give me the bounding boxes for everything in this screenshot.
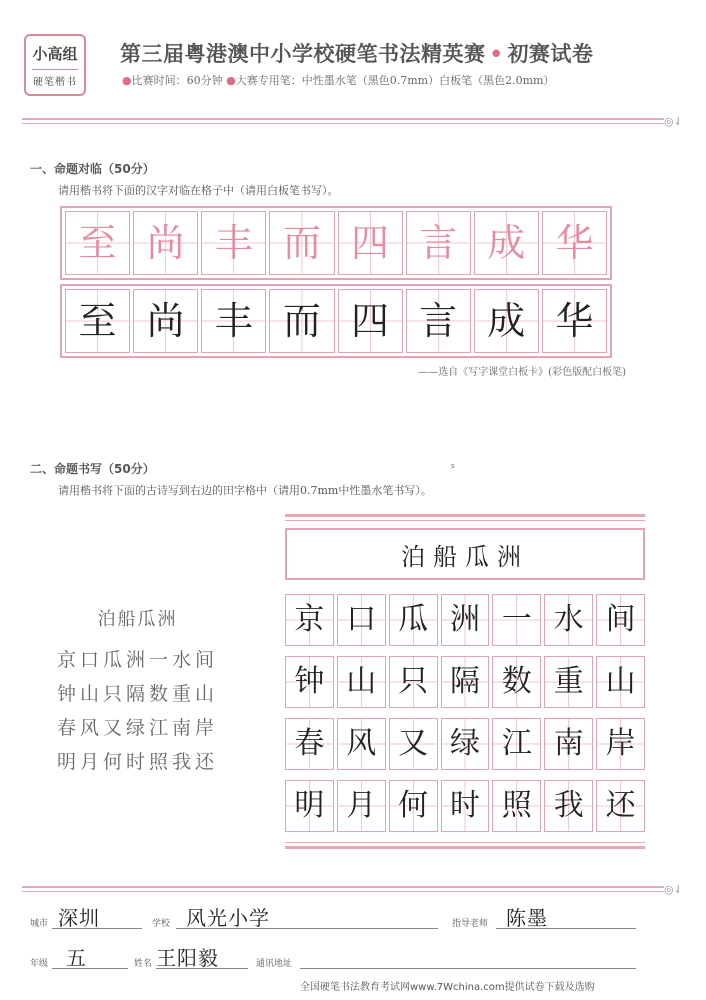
tianzige-cell <box>441 718 490 770</box>
school-label: 学校 <box>152 919 171 929</box>
tianzige-cell <box>65 211 130 275</box>
character: 口 <box>346 602 377 637</box>
practice-character-frame <box>60 284 612 358</box>
practice-character-row <box>65 289 607 353</box>
tianzige-cell <box>596 594 645 646</box>
character: 钟 <box>294 664 325 699</box>
poem-line: 春风又绿江南岸 <box>56 717 218 739</box>
character: 水 <box>553 602 584 637</box>
character: 月 <box>346 788 377 823</box>
title-main: 第三届粤港澳中小学校硬笔书法精英赛 <box>120 42 486 66</box>
group-name: 小高组 <box>32 45 78 63</box>
tianzige-cell <box>474 289 539 353</box>
character: 至 <box>78 299 117 343</box>
tianzige-cell <box>133 211 198 275</box>
character: 数 <box>501 664 532 699</box>
poem-line: 明月何时照我还 <box>56 751 218 773</box>
name-value: 王阳毅 <box>156 946 219 970</box>
tianzige-cell <box>337 594 386 646</box>
character: 丰 <box>214 221 253 265</box>
source-credit: ——选自《写字课堂白板卡》(彩色版配白板笔) <box>418 367 626 378</box>
section2-title: 二、命题书写（50分） <box>30 462 155 476</box>
tianzige-cell <box>285 718 334 770</box>
poem-line: 钟山只隔数重山 <box>56 683 218 705</box>
tianzige-cell <box>492 780 541 832</box>
tianzige-cell <box>441 594 490 646</box>
character: 明 <box>294 788 325 823</box>
header-rule <box>22 118 664 124</box>
sheet-bottom-rule <box>285 842 645 849</box>
subtitle <box>122 72 554 88</box>
tianzige-cell <box>389 656 438 708</box>
name-label: 姓名 <box>134 959 153 969</box>
address-field-line <box>300 968 636 969</box>
tianzige-cell <box>201 211 266 275</box>
address-label: 通讯地址 <box>256 959 293 969</box>
teacher-label: 指导老师 <box>452 919 489 929</box>
tianzige-cell <box>544 718 593 770</box>
school-value: 风光小学 <box>186 906 270 930</box>
tianzige-cell <box>133 289 198 353</box>
city-value: 深圳 <box>58 906 100 930</box>
character: 四 <box>351 299 390 343</box>
character: 何 <box>398 788 429 823</box>
character: 山 <box>605 664 636 699</box>
character: 江 <box>501 726 532 761</box>
character: 隔 <box>450 664 480 699</box>
tianzige-cell <box>338 211 403 275</box>
section1-title: 一、命题对临（50分） <box>30 162 155 176</box>
tianzige-cell <box>285 656 334 708</box>
tianzige-cell <box>389 718 438 770</box>
model-character-frame <box>60 206 612 280</box>
tianzige-cell <box>389 780 438 832</box>
writing-grid-row <box>285 656 645 708</box>
subtitle-pens: 大赛专用笔：中性墨水笔（黑色0.7mm）白板笔（黑色2.0mm） <box>235 74 555 87</box>
city-label: 城市 <box>30 919 49 929</box>
writing-grid-row <box>285 780 645 832</box>
tianzige-cell <box>544 656 593 708</box>
model-character-row <box>65 211 607 275</box>
character: 四 <box>351 221 390 265</box>
sheet-title-box <box>285 528 645 580</box>
character: 山 <box>346 664 377 699</box>
poem-title: 泊船瓜洲 <box>97 609 178 630</box>
group-category: 硬笔楷书 <box>33 77 77 88</box>
tianzige-cell <box>201 289 266 353</box>
character: 南 <box>553 726 584 761</box>
tianzige-cell <box>406 211 471 275</box>
footer-rule <box>22 886 664 892</box>
stray-mark: s <box>451 462 455 470</box>
character: 只 <box>398 664 429 699</box>
grade-field-line <box>52 968 128 969</box>
grade-value: 五 <box>66 946 87 970</box>
tianzige-cell <box>285 780 334 832</box>
rule-end-icon: ◎⇃ <box>664 115 683 128</box>
writing-grid-row <box>285 594 645 646</box>
character: 时 <box>450 788 480 823</box>
page-title <box>120 38 680 68</box>
character: 华 <box>555 299 594 343</box>
character: 春 <box>294 726 325 761</box>
tianzige-cell <box>338 289 403 353</box>
title-suffix: 初赛试卷 <box>507 42 594 66</box>
bullet-dot-icon: ● <box>226 74 236 87</box>
subtitle-time: 比赛时间：60分钟 <box>131 74 223 87</box>
character: 洲 <box>450 602 480 637</box>
character: 还 <box>605 788 636 823</box>
tianzige-cell <box>542 211 607 275</box>
tianzige-cell <box>269 289 334 353</box>
character: 照 <box>501 788 532 823</box>
tianzige-cell <box>337 656 386 708</box>
group-badge <box>24 34 86 96</box>
character: 而 <box>282 221 321 265</box>
character: 华 <box>555 221 594 265</box>
grade-label: 年级 <box>30 959 49 969</box>
character: 京 <box>294 602 325 637</box>
tianzige-cell <box>285 594 334 646</box>
tianzige-cell <box>269 211 334 275</box>
sheet-title: 泊船瓜洲 <box>401 542 529 571</box>
tianzige-cell <box>406 289 471 353</box>
tianzige-cell <box>389 594 438 646</box>
section2-instruction: 请用楷书将下面的古诗写到右边的田字格中（请用0.7mm中性墨水笔书写）。 <box>58 484 432 497</box>
character: 丰 <box>214 299 253 343</box>
tianzige-cell <box>492 718 541 770</box>
character: 我 <box>553 788 584 823</box>
poem-line: 京口瓜洲一水间 <box>56 649 218 671</box>
tianzige-cell <box>474 211 539 275</box>
tianzige-cell <box>337 780 386 832</box>
character: 而 <box>282 299 321 343</box>
tianzige-cell <box>542 289 607 353</box>
tianzige-cell <box>544 594 593 646</box>
character: 至 <box>78 221 117 265</box>
character: 间 <box>605 602 636 637</box>
bullet-dot-icon: ● <box>122 74 132 87</box>
character: 成 <box>487 299 526 343</box>
poem-reference <box>30 605 245 779</box>
tianzige-cell <box>65 289 130 353</box>
title-dot: • <box>489 42 504 66</box>
tianzige-cell <box>441 656 490 708</box>
writing-grid-row <box>285 718 645 770</box>
tianzige-cell <box>492 656 541 708</box>
character: 尚 <box>146 299 185 343</box>
character: 瓜 <box>398 602 429 637</box>
character: 重 <box>553 664 584 699</box>
character: 岸 <box>605 726 636 761</box>
character: 言 <box>419 299 458 343</box>
character: 风 <box>346 726 377 761</box>
character: 言 <box>419 221 458 265</box>
tianzige-cell <box>596 780 645 832</box>
character: 一 <box>501 602 532 637</box>
character: 又 <box>398 726 429 761</box>
character: 成 <box>487 221 526 265</box>
sheet-top-rule <box>285 514 645 521</box>
tianzige-cell <box>544 780 593 832</box>
tianzige-cell <box>596 718 645 770</box>
tianzige-cell <box>337 718 386 770</box>
badge-divider <box>32 69 78 70</box>
character: 尚 <box>146 221 185 265</box>
tianzige-cell <box>492 594 541 646</box>
character: 绿 <box>450 726 480 761</box>
rule-end-icon: ◎⇃ <box>664 883 683 896</box>
website-footer: 全国硬笔书法教育考试网www.7Wchina.com提供试卷下载及选购 <box>300 982 595 993</box>
tianzige-cell <box>441 780 490 832</box>
section1-instruction: 请用楷书将下面的汉字对临在格子中（请用白板笔书写）。 <box>58 184 339 197</box>
tianzige-cell <box>596 656 645 708</box>
teacher-value: 陈墨 <box>506 906 548 930</box>
